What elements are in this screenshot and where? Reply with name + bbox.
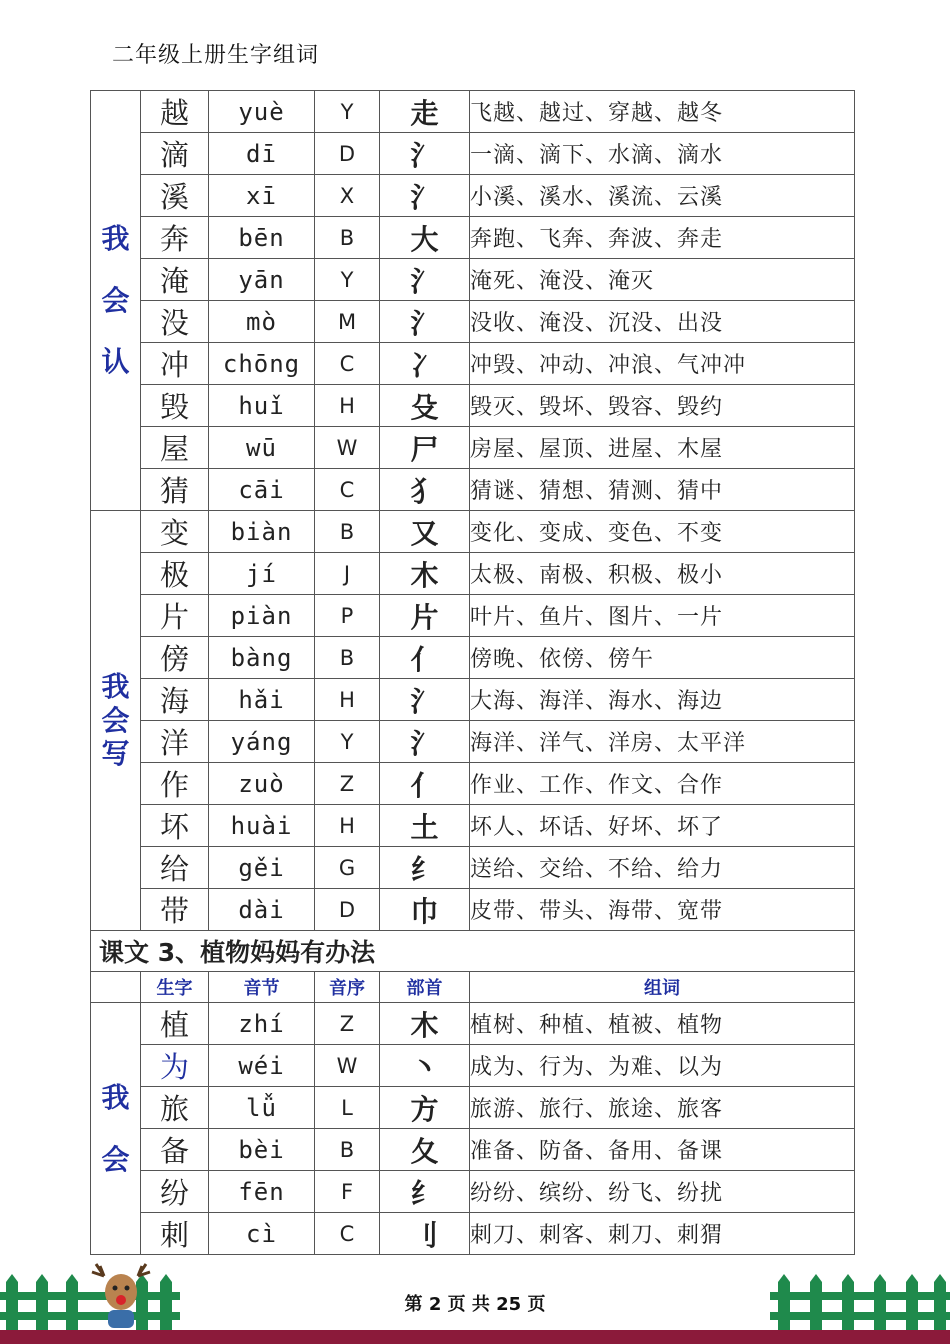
radical-cell: 尸 xyxy=(380,427,470,469)
character-cell: 备 xyxy=(141,1129,209,1171)
order-letter-cell: C xyxy=(315,469,380,511)
radical-cell: 木 xyxy=(380,553,470,595)
radical-cell: 冫 xyxy=(380,343,470,385)
pinyin-cell: piàn xyxy=(209,595,315,637)
bottom-color-bar xyxy=(0,1330,950,1344)
header-pinyin: 音节 xyxy=(209,972,315,1003)
order-letter-cell: Y xyxy=(315,91,380,133)
pinyin-cell: jí xyxy=(209,553,315,595)
words-cell: 送给、交给、不给、给力 xyxy=(470,847,855,889)
pinyin-cell: xī xyxy=(209,175,315,217)
page-number: 第 2 页 共 25 页 xyxy=(404,1294,546,1315)
words-cell: 皮带、带头、海带、宽带 xyxy=(470,889,855,931)
order-letter-cell: J xyxy=(315,553,380,595)
table-row xyxy=(91,1171,855,1213)
table-row xyxy=(91,763,855,805)
order-letter-cell: B xyxy=(315,1129,380,1171)
words-cell: 准备、防备、备用、备课 xyxy=(470,1129,855,1171)
section-label-char: 认 xyxy=(101,345,130,379)
table-row xyxy=(91,1129,855,1171)
table-row xyxy=(91,847,855,889)
words-cell: 刺刀、刺客、刺刀、刺猬 xyxy=(470,1213,855,1255)
words-cell: 傍晚、依傍、傍午 xyxy=(470,637,855,679)
words-cell: 海洋、洋气、洋房、太平洋 xyxy=(470,721,855,763)
words-cell: 一滴、滴下、水滴、滴水 xyxy=(470,133,855,175)
order-letter-cell: Z xyxy=(315,1003,380,1045)
section-label-char: 会 xyxy=(101,283,130,317)
order-letter-cell: M xyxy=(315,301,380,343)
pinyin-cell: huài xyxy=(209,805,315,847)
section-label xyxy=(91,1003,141,1255)
character-cell: 越 xyxy=(141,91,209,133)
words-cell: 太极、南极、积极、极小 xyxy=(470,553,855,595)
character-cell: 洋 xyxy=(141,721,209,763)
order-letter-cell: X xyxy=(315,175,380,217)
pinyin-cell: wū xyxy=(209,427,315,469)
words-cell: 奔跑、飞奔、奔波、奔走 xyxy=(470,217,855,259)
order-letter-cell: L xyxy=(315,1087,380,1129)
order-letter-cell: H xyxy=(315,805,380,847)
words-cell: 猜谜、猜想、猜测、猜中 xyxy=(470,469,855,511)
words-cell: 飞越、越过、穿越、越冬 xyxy=(470,91,855,133)
character-cell: 溪 xyxy=(141,175,209,217)
radical-cell: 殳 xyxy=(380,385,470,427)
character-cell: 海 xyxy=(141,679,209,721)
vocabulary-table xyxy=(90,90,855,1255)
character-cell: 作 xyxy=(141,763,209,805)
order-letter-cell: D xyxy=(315,889,380,931)
pinyin-cell: hǎi xyxy=(209,679,315,721)
pinyin-cell: chōng xyxy=(209,343,315,385)
radical-cell: 大 xyxy=(380,217,470,259)
table-row xyxy=(91,385,855,427)
header-words: 组词 xyxy=(470,972,855,1003)
character-cell: 旅 xyxy=(141,1087,209,1129)
order-letter-cell: H xyxy=(315,679,380,721)
table-row xyxy=(91,1045,855,1087)
words-cell: 坏人、坏话、好坏、坏了 xyxy=(470,805,855,847)
words-cell: 旅游、旅行、旅途、旅客 xyxy=(470,1087,855,1129)
table-row xyxy=(91,427,855,469)
table-row xyxy=(91,637,855,679)
radical-cell: 氵 xyxy=(380,259,470,301)
radical-cell: 丶 xyxy=(380,1045,470,1087)
section-label xyxy=(91,91,141,511)
section-label-char: 会 xyxy=(101,1142,130,1176)
words-cell: 小溪、溪水、溪流、云溪 xyxy=(470,175,855,217)
table-row xyxy=(91,175,855,217)
character-cell: 滴 xyxy=(141,133,209,175)
radical-cell: 走 xyxy=(380,91,470,133)
fence-right-decoration xyxy=(770,1270,950,1330)
words-cell: 变化、变成、变色、不变 xyxy=(470,511,855,553)
header-radical: 部首 xyxy=(380,972,470,1003)
table-row xyxy=(91,805,855,847)
character-cell: 片 xyxy=(141,595,209,637)
radical-cell: 刂 xyxy=(380,1213,470,1255)
pinyin-cell: dài xyxy=(209,889,315,931)
section-label-char: 写 xyxy=(101,737,130,771)
pinyin-cell: gěi xyxy=(209,847,315,889)
pinyin-cell: cāi xyxy=(209,469,315,511)
lesson-title-row xyxy=(91,931,855,972)
order-letter-cell: B xyxy=(315,217,380,259)
header-empty xyxy=(91,972,141,1003)
order-letter-cell: B xyxy=(315,511,380,553)
table-row xyxy=(91,469,855,511)
order-letter-cell: B xyxy=(315,637,380,679)
order-letter-cell: C xyxy=(315,1213,380,1255)
table-row xyxy=(91,595,855,637)
header-order: 音序 xyxy=(315,972,380,1003)
pinyin-cell: cì xyxy=(209,1213,315,1255)
order-letter-cell: F xyxy=(315,1171,380,1213)
table-row xyxy=(91,511,855,553)
radical-cell: 片 xyxy=(380,595,470,637)
radical-cell: 犭 xyxy=(380,469,470,511)
radical-cell: 氵 xyxy=(380,679,470,721)
words-cell: 淹死、淹没、淹灭 xyxy=(470,259,855,301)
character-cell: 屋 xyxy=(141,427,209,469)
table-row xyxy=(91,1213,855,1255)
table-row xyxy=(91,343,855,385)
radical-cell: 氵 xyxy=(380,133,470,175)
radical-cell: 又 xyxy=(380,511,470,553)
pinyin-cell: dī xyxy=(209,133,315,175)
radical-cell: 巾 xyxy=(380,889,470,931)
section-label-char: 会 xyxy=(101,703,130,737)
words-cell: 纷纷、缤纷、纷飞、纷扰 xyxy=(470,1171,855,1213)
order-letter-cell: G xyxy=(315,847,380,889)
order-letter-cell: H xyxy=(315,385,380,427)
pinyin-cell: yān xyxy=(209,259,315,301)
section-label-char: 我 xyxy=(101,222,130,256)
table-row xyxy=(91,133,855,175)
pinyin-cell: mò xyxy=(209,301,315,343)
reindeer-icon xyxy=(86,1262,156,1332)
order-letter-cell: Y xyxy=(315,259,380,301)
section-label-char: 我 xyxy=(101,1080,130,1114)
character-cell: 刺 xyxy=(141,1213,209,1255)
character-cell: 带 xyxy=(141,889,209,931)
character-cell: 猜 xyxy=(141,469,209,511)
table-row xyxy=(91,259,855,301)
character-cell: 变 xyxy=(141,511,209,553)
radical-cell: 木 xyxy=(380,1003,470,1045)
character-cell: 给 xyxy=(141,847,209,889)
words-cell: 作业、工作、作文、合作 xyxy=(470,763,855,805)
radical-cell: 亻 xyxy=(380,637,470,679)
pinyin-cell: yuè xyxy=(209,91,315,133)
character-cell: 冲 xyxy=(141,343,209,385)
character-cell: 坏 xyxy=(141,805,209,847)
section-label-char: 我 xyxy=(101,670,130,704)
character-cell: 淹 xyxy=(141,259,209,301)
pinyin-cell: huǐ xyxy=(209,385,315,427)
pinyin-cell: bèi xyxy=(209,1129,315,1171)
table-row xyxy=(91,721,855,763)
table-row xyxy=(91,553,855,595)
table-row xyxy=(91,1003,855,1045)
section-label xyxy=(91,511,141,931)
lesson-title: 课文 3、植物妈妈有办法 xyxy=(91,931,855,972)
words-cell: 毁灭、毁坏、毁容、毁约 xyxy=(470,385,855,427)
table-row xyxy=(91,679,855,721)
character-cell: 没 xyxy=(141,301,209,343)
words-cell: 冲毁、冲动、冲浪、气冲冲 xyxy=(470,343,855,385)
column-header-row xyxy=(91,972,855,1003)
character-cell: 为 xyxy=(141,1045,209,1087)
character-cell: 傍 xyxy=(141,637,209,679)
character-cell: 植 xyxy=(141,1003,209,1045)
radical-cell: 土 xyxy=(380,805,470,847)
table-row xyxy=(91,301,855,343)
words-cell: 植树、种植、植被、植物 xyxy=(470,1003,855,1045)
table-row xyxy=(91,217,855,259)
radical-cell: 亻 xyxy=(380,763,470,805)
table-row xyxy=(91,91,855,133)
order-letter-cell: W xyxy=(315,1045,380,1087)
pinyin-cell: bēn xyxy=(209,217,315,259)
radical-cell: 纟 xyxy=(380,847,470,889)
order-letter-cell: Z xyxy=(315,763,380,805)
words-cell: 叶片、鱼片、图片、一片 xyxy=(470,595,855,637)
character-cell: 毁 xyxy=(141,385,209,427)
pinyin-cell: biàn xyxy=(209,511,315,553)
order-letter-cell: W xyxy=(315,427,380,469)
radical-cell: 方 xyxy=(380,1087,470,1129)
words-cell: 没收、淹没、沉没、出没 xyxy=(470,301,855,343)
pinyin-cell: fēn xyxy=(209,1171,315,1213)
pinyin-cell: zuò xyxy=(209,763,315,805)
order-letter-cell: D xyxy=(315,133,380,175)
order-letter-cell: Y xyxy=(315,721,380,763)
table-row xyxy=(91,889,855,931)
radical-cell: 氵 xyxy=(380,175,470,217)
pinyin-cell: wéi xyxy=(209,1045,315,1087)
order-letter-cell: C xyxy=(315,343,380,385)
pinyin-cell: bàng xyxy=(209,637,315,679)
pinyin-cell: yáng xyxy=(209,721,315,763)
words-cell: 房屋、屋顶、进屋、木屋 xyxy=(470,427,855,469)
character-cell: 纷 xyxy=(141,1171,209,1213)
order-letter-cell: P xyxy=(315,595,380,637)
words-cell: 成为、行为、为难、以为 xyxy=(470,1045,855,1087)
table-row xyxy=(91,1087,855,1129)
words-cell: 大海、海洋、海水、海边 xyxy=(470,679,855,721)
pinyin-cell: zhí xyxy=(209,1003,315,1045)
radical-cell: 夂 xyxy=(380,1129,470,1171)
page-header-title: 二年级上册生字组词 xyxy=(112,43,320,68)
header-char: 生字 xyxy=(141,972,209,1003)
radical-cell: 氵 xyxy=(380,721,470,763)
character-cell: 极 xyxy=(141,553,209,595)
character-cell: 奔 xyxy=(141,217,209,259)
radical-cell: 氵 xyxy=(380,301,470,343)
radical-cell: 纟 xyxy=(380,1171,470,1213)
pinyin-cell: lǚ xyxy=(209,1087,315,1129)
